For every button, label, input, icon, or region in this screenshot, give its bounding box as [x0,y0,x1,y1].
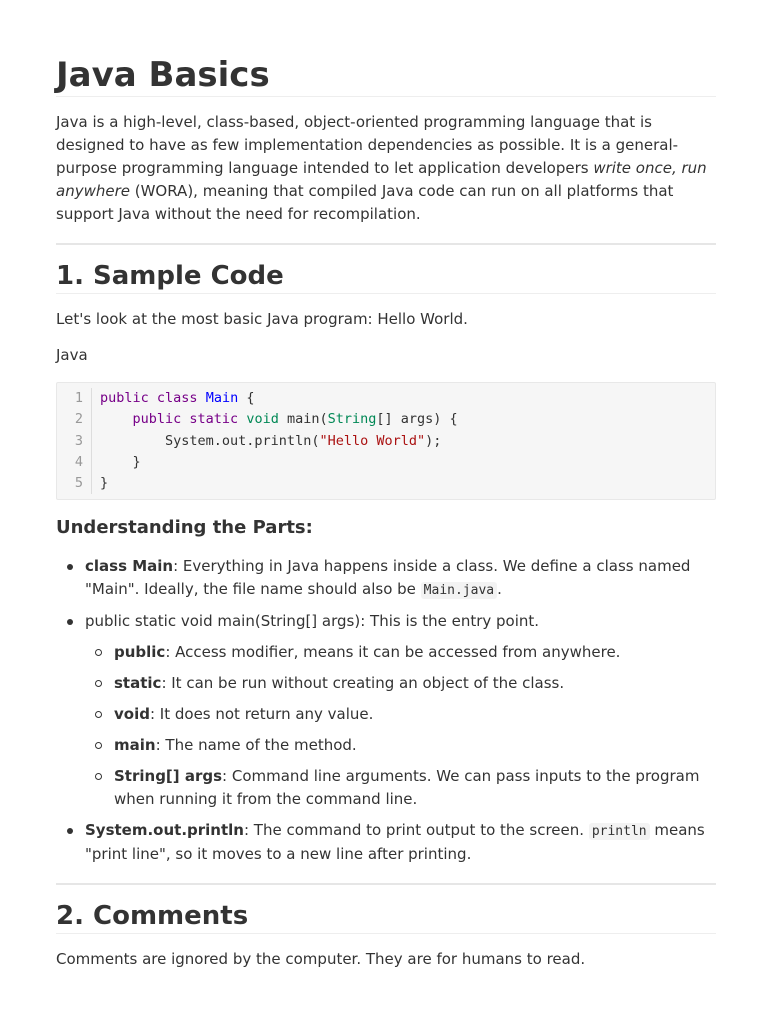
description: public static void main(String[] args): This is the entry point. [85,612,540,631]
intro-text-before: Java is a high-level, class-based, object-oriented programming language that is designed to have as few implementation dependencies as possible. It is a general-purpose programming language intended to let application developers [56,113,679,177]
description: means "print line", so it moves to a new line after printing. [85,821,705,864]
code-line: } [100,453,141,470]
parts-list [56,555,716,866]
code-text: ); [425,432,442,449]
line-number: 3 [74,432,83,449]
code-line [100,431,458,452]
term: main [114,736,156,755]
list-item [85,734,716,757]
parts-heading: Understanding the Parts: [56,517,313,539]
description: : Access modifier, means it can be accessed from anywhere. [165,643,621,662]
inline-code: println [589,823,650,840]
code-language-label: Java [56,346,88,364]
section-divider [56,243,716,245]
term: public [114,643,166,662]
list-item [56,819,716,866]
sub-list [85,641,716,811]
code-block[interactable] [56,382,716,500]
page-title: Java Basics [56,54,716,97]
code-lines [92,388,458,494]
code-text: main( [278,411,328,428]
list-item [85,703,716,726]
list-item [85,765,716,811]
code-text: { [238,390,255,406]
code-line [100,409,458,430]
inline-code: Main.java [421,582,497,599]
term: String[] args [114,767,223,786]
intro-emphasis: write once, run anywhere [56,159,707,200]
term: class Main [85,557,174,576]
term: static [114,674,162,693]
list-item [56,555,716,602]
description: : It does not return any value. [149,705,374,724]
intro-text-after: (WORA), meaning that compiled Java code can run on all platforms that support Java without the need for recompilation. [56,182,674,223]
code-type: String [327,411,377,428]
line-number: 2 [74,411,83,428]
list-item [56,610,716,811]
intro-paragraph [56,111,716,226]
section-divider [56,883,716,885]
code-line: } [100,475,109,492]
description: : It can be run without creating an object of the class. [161,674,565,693]
description: : The command to print output to the screen. [243,821,589,840]
code-keyword: public class [100,390,198,406]
list-item [85,672,716,695]
document-page [56,0,716,971]
line-number: 5 [74,475,83,492]
code-text: [] args) { [376,411,458,428]
code-class-name: Main [205,390,239,406]
term: void [114,705,150,724]
list-item [85,641,716,664]
term: System.out.println [85,821,244,840]
code-keyword: public static [132,411,239,428]
line-number-gutter [57,388,92,494]
sample-code-lead: Let's look at the most basic Java program: Hello World. [56,310,468,328]
section-heading-sample-code: 1. Sample Code [56,260,716,294]
description: : Everything in Java happens inside a class. We define a class named "Main". Ideally, the file name should also be [85,557,691,599]
code-string: "Hello World" [319,432,426,449]
code-indent [100,411,133,427]
description: : The name of the method. [155,736,357,755]
comments-lead: Comments are ignored by the computer. They are for humans to read. [56,950,586,969]
code-type: void [246,411,279,428]
line-number: 1 [74,390,83,406]
description: : Command line arguments. We can pass inputs to the program when running it from the command line. [114,767,700,809]
code-text: System.out.println( [100,432,320,449]
line-number: 4 [74,453,83,470]
description: . [497,580,502,599]
code-line [100,388,458,409]
section-heading-comments: 2. Comments [56,900,716,934]
